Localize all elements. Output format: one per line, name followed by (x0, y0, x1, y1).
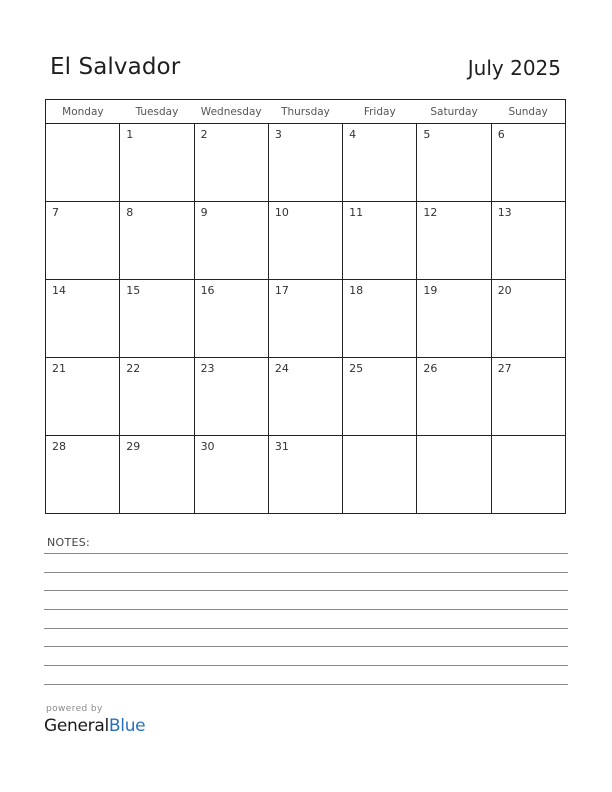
day-number: 10 (274, 206, 289, 219)
day-number: 30 (200, 440, 215, 453)
day-cell (46, 280, 120, 358)
day-cell (194, 280, 268, 358)
generalblue-logo (44, 716, 145, 736)
day-number: 9 (200, 206, 208, 219)
day-cell (417, 124, 491, 202)
day-cell (46, 358, 120, 436)
logo-text-general: General (44, 716, 109, 736)
day-number: 31 (274, 440, 289, 453)
note-line (44, 665, 568, 666)
day-cell (417, 358, 491, 436)
day-cell (194, 202, 268, 280)
calendar-month-title: July 2025 (467, 56, 561, 80)
day-number: 8 (126, 206, 134, 219)
day-number: 17 (274, 284, 289, 297)
day-number: 15 (126, 284, 141, 297)
day-number: 20 (497, 284, 512, 297)
note-line (44, 609, 568, 610)
day-number: 3 (274, 128, 282, 141)
day-cell (194, 436, 268, 514)
day-cell (343, 280, 417, 358)
week-row (46, 280, 566, 358)
week-row (46, 202, 566, 280)
day-cell (268, 436, 342, 514)
note-line (44, 553, 568, 554)
day-cell (268, 280, 342, 358)
day-number: 2 (200, 128, 208, 141)
note-line (44, 646, 568, 647)
day-number: 24 (274, 362, 289, 375)
day-number: 13 (497, 206, 512, 219)
day-number (492, 436, 565, 454)
day-cell (343, 202, 417, 280)
logo-text-blue: Blue (108, 716, 146, 736)
day-number: 18 (349, 284, 364, 297)
weekday-header: Sunday (491, 100, 565, 124)
day-cell (120, 436, 194, 514)
calendar-country-title: El Salvador (50, 54, 181, 80)
notes-label: NOTES: (47, 536, 91, 549)
day-number: 19 (423, 284, 438, 297)
note-line (44, 684, 568, 685)
day-cell (491, 124, 565, 202)
day-cell (268, 358, 342, 436)
day-number: 29 (126, 440, 141, 453)
day-cell (343, 436, 417, 514)
day-cell (268, 124, 342, 202)
weekday-header: Friday (343, 100, 417, 124)
day-number: 26 (423, 362, 438, 375)
day-number (417, 436, 490, 454)
day-number (343, 436, 416, 454)
day-number: 14 (52, 284, 66, 297)
week-row (46, 124, 566, 202)
day-cell (194, 124, 268, 202)
day-number: 11 (349, 206, 364, 219)
day-number (46, 124, 119, 142)
day-number: 4 (349, 128, 357, 141)
weekday-header-row (46, 100, 566, 124)
note-line (44, 572, 568, 573)
day-number: 25 (349, 362, 364, 375)
day-number: 1 (126, 128, 134, 141)
day-cell (343, 124, 417, 202)
day-cell (46, 124, 120, 202)
day-number: 16 (200, 284, 215, 297)
powered-by-text: powered by (46, 704, 103, 714)
week-row (46, 358, 566, 436)
day-cell (120, 280, 194, 358)
day-cell (120, 202, 194, 280)
day-cell (46, 202, 120, 280)
day-number: 23 (200, 362, 215, 375)
day-cell (491, 202, 565, 280)
day-cell (120, 358, 194, 436)
calendar-grid (45, 99, 566, 514)
day-number: 27 (497, 362, 512, 375)
day-cell (268, 202, 342, 280)
day-cell (417, 280, 491, 358)
weekday-header: Tuesday (120, 100, 194, 124)
day-cell (194, 358, 268, 436)
day-cell (417, 202, 491, 280)
weekday-header: Wednesday (194, 100, 268, 124)
day-cell (491, 280, 565, 358)
note-line (44, 590, 568, 591)
day-number: 5 (423, 128, 431, 141)
note-line (44, 628, 568, 629)
day-number: 22 (126, 362, 141, 375)
day-number: 12 (423, 206, 438, 219)
day-number: 21 (52, 362, 66, 375)
day-number: 28 (52, 440, 66, 453)
day-number: 7 (52, 206, 59, 219)
day-number: 6 (497, 128, 505, 141)
week-row (46, 436, 566, 514)
day-cell (491, 436, 565, 514)
weekday-header: Monday (46, 100, 120, 124)
day-cell (120, 124, 194, 202)
day-cell (417, 436, 491, 514)
day-cell (46, 436, 120, 514)
day-cell (491, 358, 565, 436)
weekday-header: Thursday (268, 100, 342, 124)
day-cell (343, 358, 417, 436)
weekday-header: Saturday (417, 100, 491, 124)
